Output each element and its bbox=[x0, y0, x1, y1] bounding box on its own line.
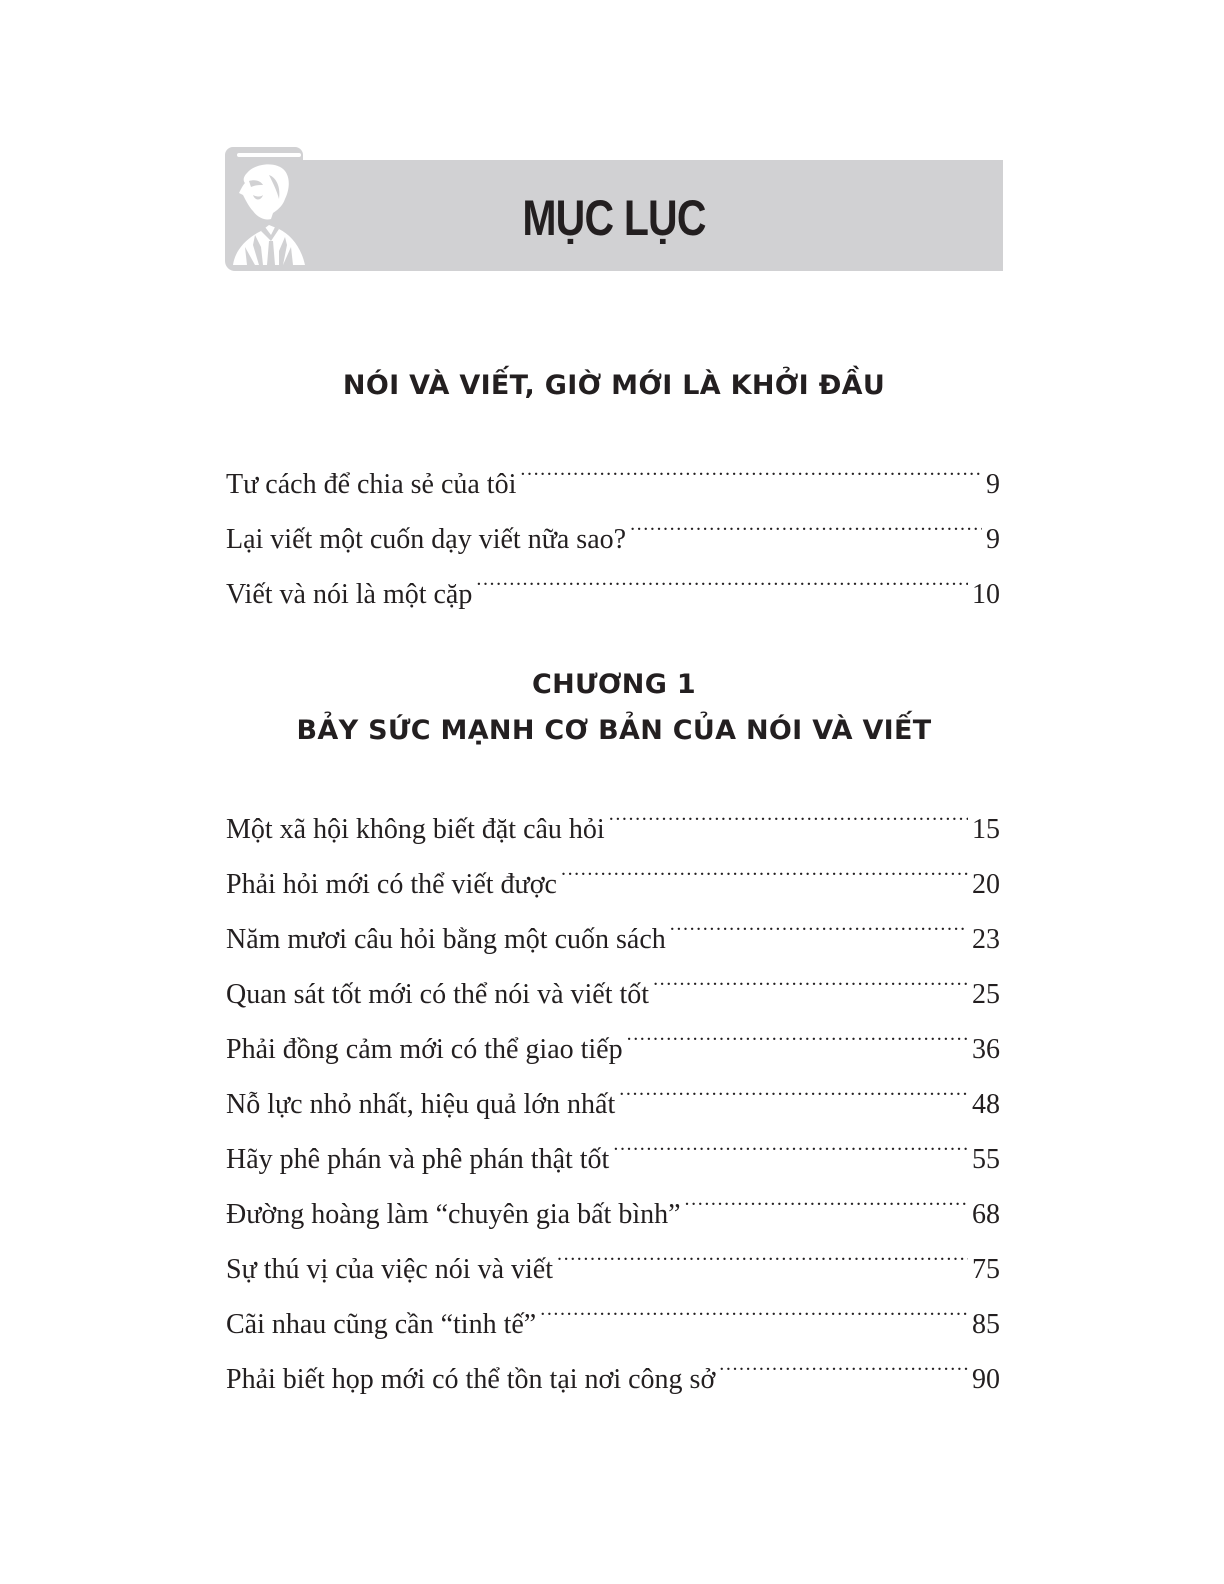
dot-leader bbox=[685, 1168, 968, 1223]
toc-entry-page: 36 bbox=[972, 1034, 1000, 1065]
chapter-title: BẢY SỨC MẠNH CƠ BẢN CỦA NÓI VÀ VIẾT bbox=[296, 715, 932, 746]
dot-leader bbox=[670, 893, 968, 948]
toc-entry-title: Phải biết họp mới có thể tồn tại nơi công sở bbox=[226, 1364, 716, 1395]
page-title: MỤC LỤC bbox=[522, 189, 706, 246]
dot-leader bbox=[619, 1058, 968, 1113]
dot-leader bbox=[609, 783, 968, 838]
toc-entry-page: 9 bbox=[986, 524, 1000, 555]
toc-list-intro bbox=[226, 438, 1000, 610]
toc-entry-page: 55 bbox=[972, 1144, 1000, 1175]
dot-leader bbox=[520, 438, 982, 493]
toc-entry-title: Nỗ lực nhỏ nhất, hiệu quả lớn nhất bbox=[226, 1089, 616, 1120]
toc-entry-page: 68 bbox=[972, 1199, 1000, 1230]
toc-entry-title: Quan sát tốt mới có thể nói và viết tốt bbox=[226, 979, 650, 1010]
toc-entry-page: 20 bbox=[972, 869, 1000, 900]
toc-entry-title: Viết và nói là một cặp bbox=[226, 579, 473, 610]
toc-entry-title: Sự thú vị của việc nói và viết bbox=[226, 1254, 553, 1285]
toc-entry-page: 48 bbox=[972, 1089, 1000, 1120]
dot-leader bbox=[561, 838, 968, 893]
toc-entry-page: 85 bbox=[972, 1309, 1000, 1340]
chapter-number: CHƯƠNG 1 bbox=[532, 669, 696, 700]
toc-entry-title: Cãi nhau cũng cần “tinh tế” bbox=[226, 1309, 537, 1340]
toc-entry[interactable] bbox=[226, 438, 1000, 500]
section-heading-chapter-1 bbox=[225, 662, 1003, 754]
toc-entry-title: Hãy phê phán và phê phán thật tốt bbox=[226, 1144, 610, 1175]
toc-entry-title: Phải đồng cảm mới có thể giao tiếp bbox=[226, 1034, 623, 1065]
toc-entry-page: 25 bbox=[972, 979, 1000, 1010]
section-heading-intro bbox=[225, 363, 1003, 409]
dot-leader bbox=[476, 548, 968, 603]
toc-entry-title: Tư cách để chia sẻ của tôi bbox=[226, 469, 517, 500]
dot-leader bbox=[719, 1333, 968, 1388]
toc-entry-title: Lại viết một cuốn dạy viết nữa sao? bbox=[226, 524, 627, 555]
toc-entry-page: 23 bbox=[972, 924, 1000, 955]
section-heading-line: NÓI VÀ VIẾT, GIỜ MỚI LÀ KHỞI ĐẦU bbox=[342, 370, 886, 401]
toc-entry[interactable] bbox=[226, 783, 1000, 845]
dot-leader bbox=[653, 948, 968, 1003]
dot-leader bbox=[627, 1003, 968, 1058]
dot-leader bbox=[540, 1278, 968, 1333]
toc-entry-page: 15 bbox=[972, 814, 1000, 845]
toc-list-chapter-1 bbox=[226, 783, 1000, 1395]
toc-entry-title: Năm mươi câu hỏi bằng một cuốn sách bbox=[226, 924, 666, 955]
toc-entry-page: 90 bbox=[972, 1364, 1000, 1395]
toc-entry-title: Một xã hội không biết đặt câu hỏi bbox=[226, 814, 605, 845]
toc-entry-title: Đường hoàng làm “chuyên gia bất bình” bbox=[226, 1199, 681, 1230]
dot-leader bbox=[613, 1113, 968, 1168]
toc-entry-title: Phải hỏi mới có thể viết được bbox=[226, 869, 557, 900]
dot-leader bbox=[557, 1223, 968, 1278]
toc-entry-page: 9 bbox=[986, 469, 1000, 500]
toc-entry-page: 10 bbox=[972, 579, 1000, 610]
toc-entry-page: 75 bbox=[972, 1254, 1000, 1285]
dot-leader bbox=[630, 493, 982, 548]
